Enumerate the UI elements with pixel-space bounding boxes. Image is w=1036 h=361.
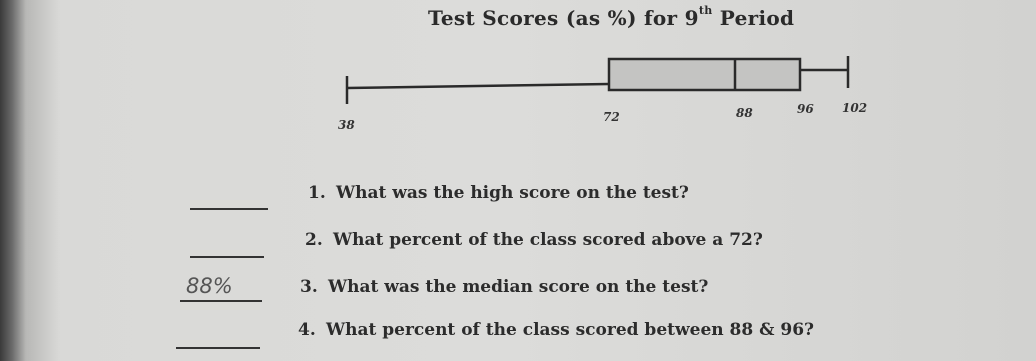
question-3 xyxy=(300,277,708,297)
lower-whisker xyxy=(347,84,609,88)
question-3-number: 3. xyxy=(300,277,318,297)
title-superscript: th xyxy=(698,4,713,18)
question-2-text: What percent of the class scored above a 72? xyxy=(333,230,763,250)
answer-line-1[interactable] xyxy=(190,208,268,210)
title-main: Test Scores (as %) for 9 xyxy=(428,6,699,30)
answer-3: 88% xyxy=(186,274,233,298)
question-4-text: What percent of the class scored between 88 & 96? xyxy=(326,320,814,340)
question-4 xyxy=(298,320,814,340)
question-3-text: What was the median score on the test? xyxy=(328,277,709,297)
question-4-number: 4. xyxy=(298,320,316,340)
label-q1: 72 xyxy=(603,110,620,124)
question-1-text: What was the high score on the test? xyxy=(336,183,689,203)
answer-line-3[interactable] xyxy=(180,300,262,302)
question-1 xyxy=(308,183,689,203)
title-suffix: Period xyxy=(712,6,795,30)
answer-line-2[interactable] xyxy=(190,256,264,258)
question-1-number: 1. xyxy=(308,183,326,203)
answer-line-4[interactable] xyxy=(176,347,260,349)
label-max: 102 xyxy=(842,101,868,115)
label-median: 88 xyxy=(736,106,753,120)
question-2 xyxy=(305,230,763,250)
question-2-number: 2. xyxy=(305,230,323,250)
label-min: 38 xyxy=(338,118,355,132)
label-q3: 96 xyxy=(797,102,814,116)
iqr-box xyxy=(609,59,800,90)
